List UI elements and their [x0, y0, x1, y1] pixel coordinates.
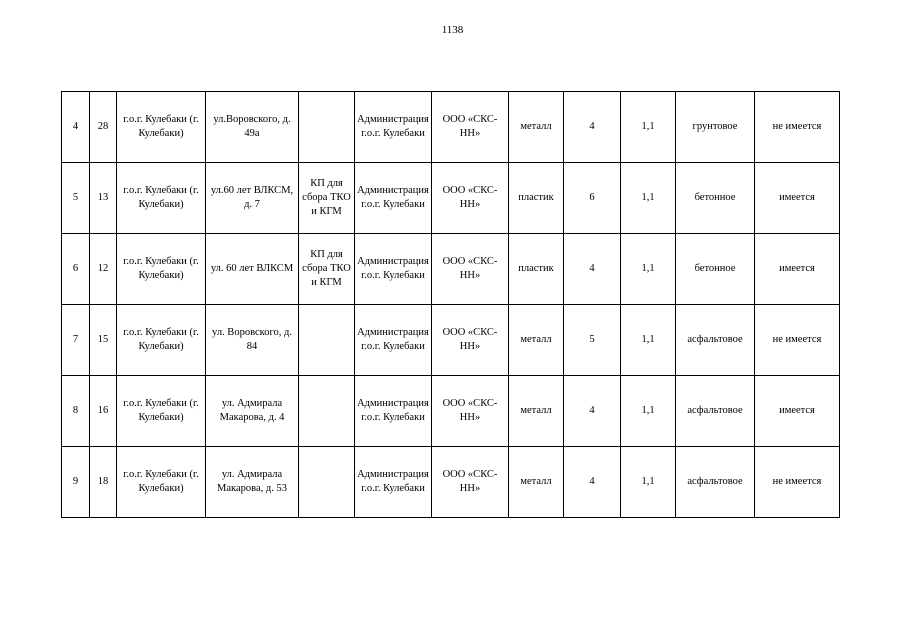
material-cell: металл	[509, 92, 564, 163]
municipality-cell: г.о.г. Кулебаки (г. Кулебаки)	[117, 92, 206, 163]
municipality-cell: г.о.г. Кулебаки (г. Кулебаки)	[117, 447, 206, 518]
address-cell: ул.60 лет ВЛКСМ, д. 7	[206, 163, 299, 234]
site-id: 16	[90, 376, 117, 447]
fence-cell: имеется	[755, 376, 840, 447]
owner-cell: Администрация г.о.г. Кулебаки	[355, 234, 432, 305]
operator-cell: ООО «СКС-НН»	[432, 234, 509, 305]
owner-cell: Администрация г.о.г. Кулебаки	[355, 305, 432, 376]
container-count-cell: 4	[564, 234, 621, 305]
container-count-cell: 6	[564, 163, 621, 234]
surface-cell: бетонное	[676, 163, 755, 234]
site-id: 15	[90, 305, 117, 376]
surface-cell: асфальтовое	[676, 305, 755, 376]
row-number: 8	[62, 376, 90, 447]
operator-cell: ООО «СКС-НН»	[432, 376, 509, 447]
owner-cell: Администрация г.о.г. Кулебаки	[355, 163, 432, 234]
page-number: 1138	[441, 24, 464, 36]
operator-cell: ООО «СКС-НН»	[432, 447, 509, 518]
material-cell: металл	[509, 376, 564, 447]
container-volume-cell: 1,1	[621, 305, 676, 376]
table-row	[62, 163, 840, 234]
table-row	[62, 234, 840, 305]
container-volume-cell: 1,1	[621, 92, 676, 163]
table-row	[62, 92, 840, 163]
site-id: 18	[90, 447, 117, 518]
site-id: 13	[90, 163, 117, 234]
surface-cell: асфальтовое	[676, 376, 755, 447]
address-cell: ул. Адмирала Макарова, д. 4	[206, 376, 299, 447]
container-count-cell: 4	[564, 92, 621, 163]
municipality-cell: г.о.г. Кулебаки (г. Кулебаки)	[117, 376, 206, 447]
site-id: 12	[90, 234, 117, 305]
address-cell: ул. Адмирала Макарова, д. 53	[206, 447, 299, 518]
material-cell: пластик	[509, 234, 564, 305]
material-cell: металл	[509, 447, 564, 518]
table-row	[62, 376, 840, 447]
material-cell: пластик	[509, 163, 564, 234]
fence-cell: не имеется	[755, 305, 840, 376]
container-volume-cell: 1,1	[621, 234, 676, 305]
owner-cell: Администрация г.о.г. Кулебаки	[355, 376, 432, 447]
fence-cell: не имеется	[755, 92, 840, 163]
operator-cell: ООО «СКС-НН»	[432, 92, 509, 163]
site-type-cell	[299, 305, 355, 376]
surface-cell: грунтовое	[676, 92, 755, 163]
site-type-cell	[299, 92, 355, 163]
row-number: 7	[62, 305, 90, 376]
site-type-cell: КП для сбора ТКО и КГМ	[299, 163, 355, 234]
container-volume-cell: 1,1	[621, 447, 676, 518]
container-volume-cell: 1,1	[621, 376, 676, 447]
address-cell: ул. 60 лет ВЛКСМ	[206, 234, 299, 305]
material-cell: металл	[509, 305, 564, 376]
address-cell: ул.Воровского, д. 49а	[206, 92, 299, 163]
site-type-cell	[299, 376, 355, 447]
row-number: 6	[62, 234, 90, 305]
table-row	[62, 305, 840, 376]
municipality-cell: г.о.г. Кулебаки (г. Кулебаки)	[117, 234, 206, 305]
fence-cell: имеется	[755, 234, 840, 305]
row-number: 4	[62, 92, 90, 163]
container-count-cell: 4	[564, 447, 621, 518]
fence-cell: имеется	[755, 163, 840, 234]
row-number: 9	[62, 447, 90, 518]
municipality-cell: г.о.г. Кулебаки (г. Кулебаки)	[117, 305, 206, 376]
container-sites-table	[61, 91, 840, 518]
site-type-cell: КП для сбора ТКО и КГМ	[299, 234, 355, 305]
surface-cell: бетонное	[676, 234, 755, 305]
row-number: 5	[62, 163, 90, 234]
address-cell: ул. Воровского, д. 84	[206, 305, 299, 376]
container-volume-cell: 1,1	[621, 163, 676, 234]
site-id: 28	[90, 92, 117, 163]
fence-cell: не имеется	[755, 447, 840, 518]
surface-cell: асфальтовое	[676, 447, 755, 518]
operator-cell: ООО «СКС-НН»	[432, 305, 509, 376]
container-count-cell: 5	[564, 305, 621, 376]
container-count-cell: 4	[564, 376, 621, 447]
operator-cell: ООО «СКС-НН»	[432, 163, 509, 234]
site-type-cell	[299, 447, 355, 518]
table-row	[62, 447, 840, 518]
municipality-cell: г.о.г. Кулебаки (г. Кулебаки)	[117, 163, 206, 234]
owner-cell: Администрация г.о.г. Кулебаки	[355, 92, 432, 163]
owner-cell: Администрация г.о.г. Кулебаки	[355, 447, 432, 518]
